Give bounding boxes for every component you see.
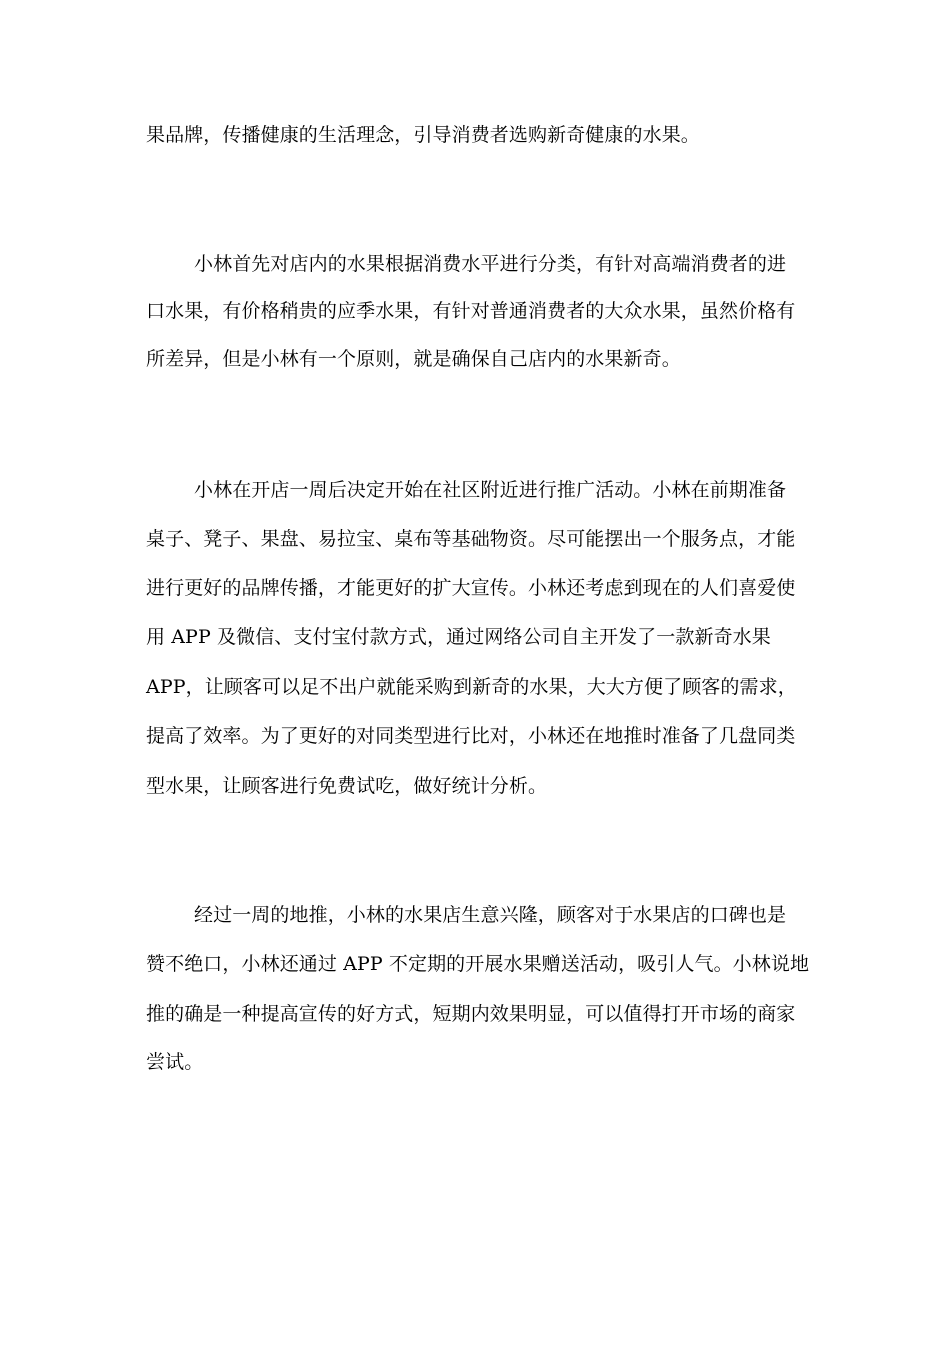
paragraph-3-line-6: 提高了效率。为了更好的对同类型进行比对，小林还在地推时准备了几盘同类: [146, 725, 796, 747]
paragraph-3-line-3: 进行更好的品牌传播，才能更好的扩大宣传。小林还考虑到现在的人们喜爱使: [146, 577, 796, 599]
paragraph-2-line-3: 所差异，但是小林有一个原则，就是确保自己店内的水果新奇。: [146, 348, 681, 370]
paragraph-4-line-3: 推的确是一种提高宣传的好方式，短期内效果明显，可以值得打开市场的商家: [146, 1003, 796, 1025]
paragraph-3-line-4: 用 APP 及微信、支付宝付款方式，通过网络公司自主开发了一款新奇水果: [146, 626, 771, 648]
paragraph-4-line-4: 尝试。: [146, 1051, 204, 1073]
paragraph-1-line-1: 果品牌，传播健康的生活理念，引导消费者选购新奇健康的水果。: [146, 124, 700, 146]
paragraph-3-line-5: APP，让顾客可以足不出户就能采购到新奇的水果，大大方便了顾客的需求，: [146, 676, 797, 698]
paragraph-3-line-7: 型水果，让顾客进行免费试吃，做好统计分析。: [146, 775, 548, 797]
paragraph-4-line-1: 经过一周的地推，小林的水果店生意兴隆，顾客对于水果店的口碑也是: [194, 904, 787, 926]
paragraph-3-line-1: 小林在开店一周后决定开始在社区附近进行推广活动。小林在前期准备: [194, 479, 787, 501]
paragraph-4-line-2: 赞不绝口，小林还通过 APP 不定期的开展水果赠送活动，吸引人气。小林说地: [146, 953, 810, 975]
paragraph-2-line-2: 口水果，有价格稍贵的应季水果，有针对普通消费者的大众水果，虽然价格有: [146, 300, 796, 322]
paragraph-2-line-1: 小林首先对店内的水果根据消费水平进行分类，有针对高端消费者的进: [194, 253, 787, 275]
paragraph-3-line-2: 桌子、凳子、果盘、易拉宝、桌布等基础物资。尽可能摆出一个服务点，才能: [146, 528, 796, 550]
